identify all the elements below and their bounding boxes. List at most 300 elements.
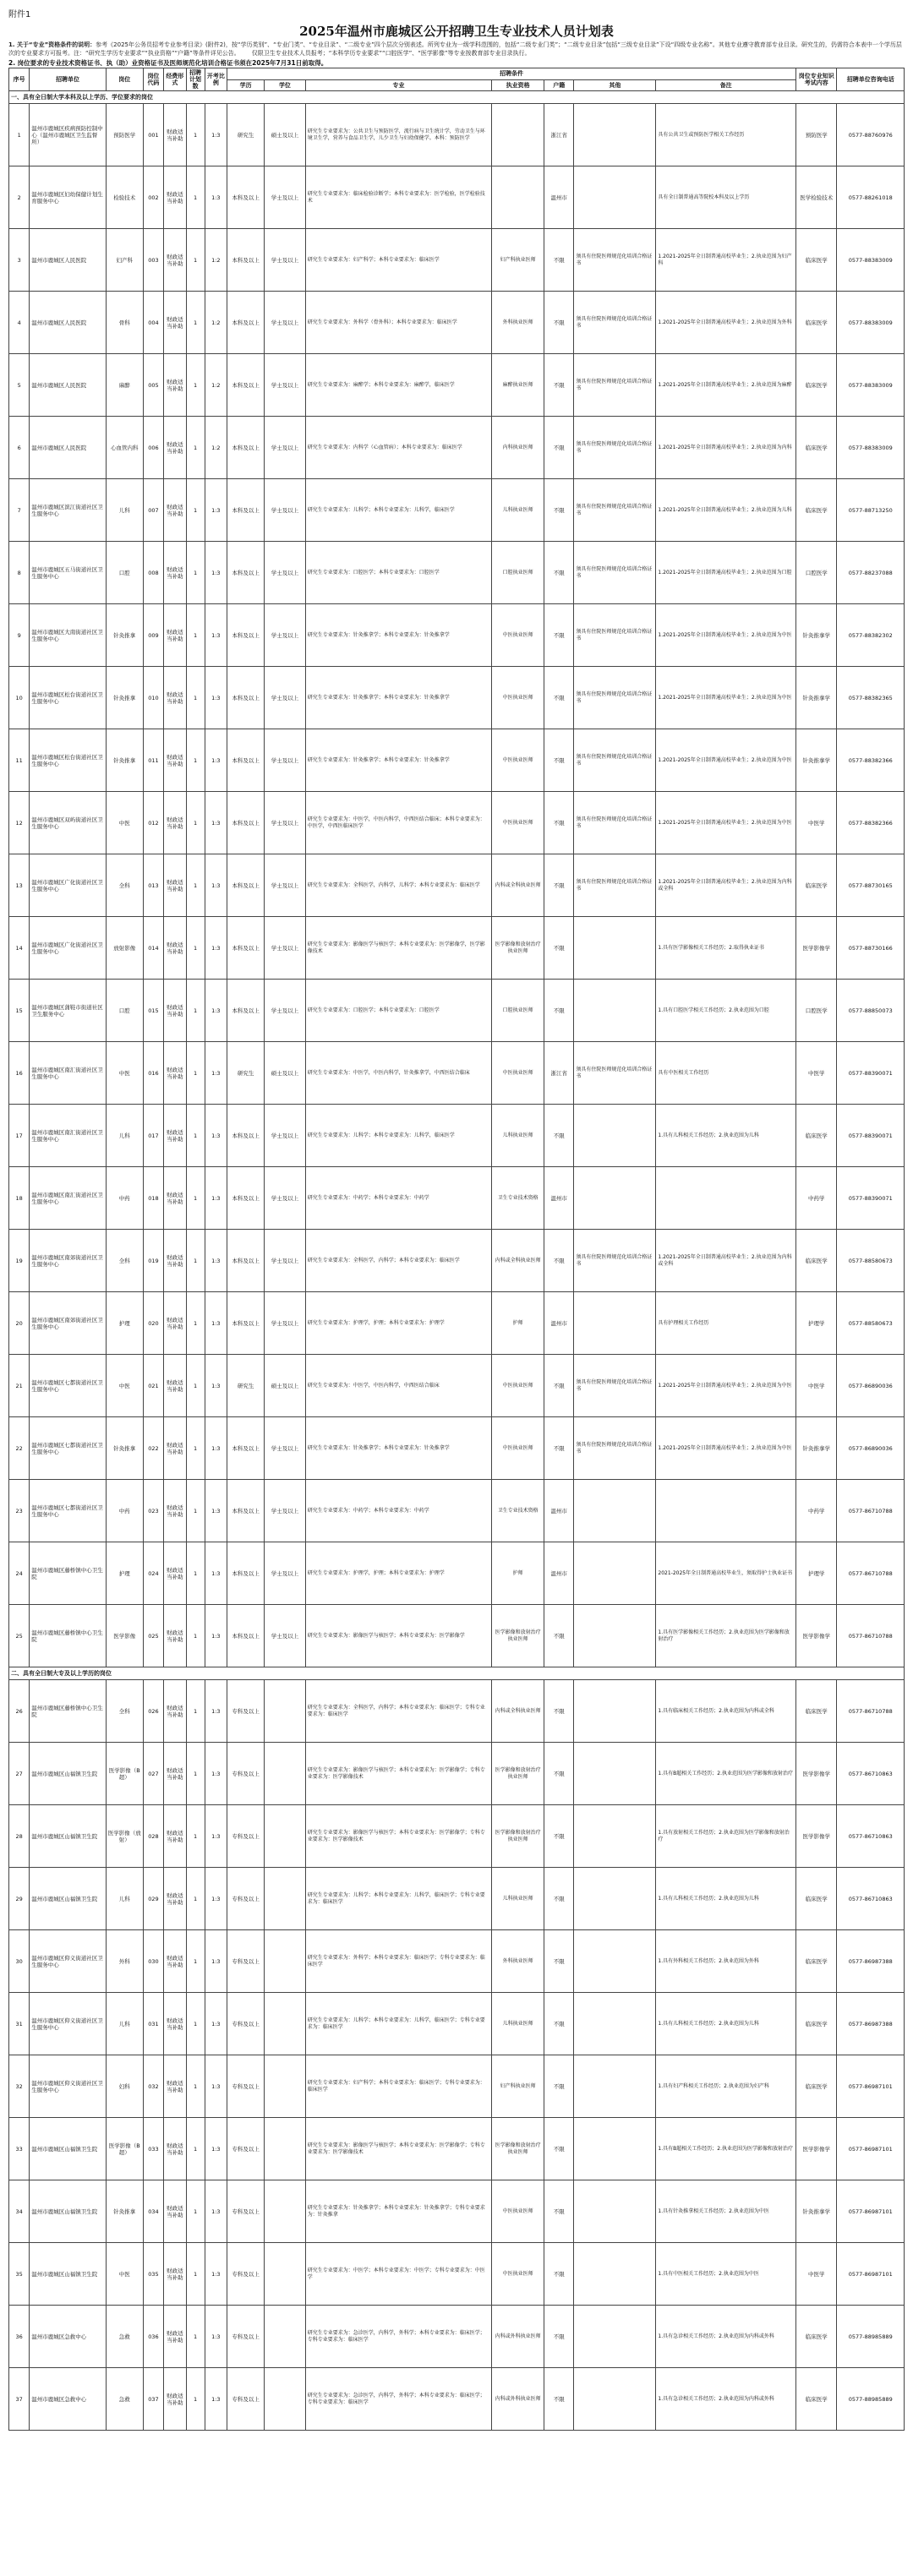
cell-funding: 财政适当补助	[164, 417, 186, 479]
cell-other	[574, 1743, 656, 1805]
cell-other: 须具有住院医师规范化培训合格证书	[574, 542, 656, 604]
col-huji: 户籍	[544, 79, 574, 91]
cell-unit: 温州市鹿城区山福镇卫生院	[30, 2243, 106, 2306]
cell-exam: 临床医学	[795, 1930, 837, 1993]
cell-funding: 财政适当补助	[164, 667, 186, 729]
cell-huji: 不限	[544, 1930, 574, 1993]
cell-degree	[265, 2055, 306, 2118]
cell-other: 须具有住院医师规范化培训合格证书	[574, 729, 656, 792]
cell-plan: 1	[186, 1105, 205, 1167]
table-row	[9, 1542, 905, 1605]
cell-unit: 温州市鹿城区蒲鞋市街道社区卫生服务中心	[30, 980, 106, 1042]
cell-code: 001	[143, 104, 163, 166]
cell-huji: 不限	[544, 1868, 574, 1930]
cell-huji: 不限	[544, 1993, 574, 2055]
cell-exam: 临床医学	[795, 417, 837, 479]
cell-edu: 本科及以上	[227, 542, 265, 604]
cell-unit: 温州市鹿城区妇幼保健计划生育服务中心	[30, 166, 106, 229]
cell-ratio: 1:3	[205, 166, 227, 229]
cell-plan: 1	[186, 542, 205, 604]
cell-remark: 1.具有儿科相关工作经历；2.执业范围为儿科	[656, 1993, 796, 2055]
cell-edu: 专科及以上	[227, 1930, 265, 1993]
table-row	[9, 667, 905, 729]
cell-post: 护理	[106, 1292, 143, 1355]
table-row	[9, 854, 905, 917]
cell-cert: 口腔执业医师	[492, 542, 544, 604]
cell-exam: 口腔医学	[795, 980, 837, 1042]
cell-exam: 口腔医学	[795, 542, 837, 604]
cell-phone: 0577-88382302	[837, 604, 905, 667]
cell-cert: 儿科执业医师	[492, 1105, 544, 1167]
cell-ratio: 1:3	[205, 2118, 227, 2180]
cell-edu: 本科及以上	[227, 1230, 265, 1292]
cell-plan: 1	[186, 854, 205, 917]
cell-degree: 学士及以上	[265, 792, 306, 854]
cell-code: 012	[143, 792, 163, 854]
cell-huji: 不限	[544, 2368, 574, 2431]
cell-edu: 研究生	[227, 1355, 265, 1417]
cell-unit: 温州市鹿城区藤桥镇中心卫生院	[30, 1542, 106, 1605]
cell-huji: 不限	[544, 479, 574, 542]
cell-edu: 本科及以上	[227, 229, 265, 292]
cell-remark: 具有中医相关工作经历	[656, 1042, 796, 1105]
cell-exam: 针灸推拿学	[795, 1417, 837, 1480]
cell-edu: 本科及以上	[227, 292, 265, 354]
cell-other: 须具有住院医师规范化培训合格证书	[574, 1355, 656, 1417]
cell-huji: 浙江省	[544, 1042, 574, 1105]
table-row	[9, 2118, 905, 2180]
cell-unit: 温州市鹿城区急救中心	[30, 2368, 106, 2431]
cell-exam: 针灸推拿学	[795, 729, 837, 792]
cell-degree	[265, 1805, 306, 1868]
cell-remark: 1.2021-2025年全日制普通高校毕业生；2.执业范围为中医	[656, 604, 796, 667]
cell-funding: 财政适当补助	[164, 2180, 186, 2243]
cell-phone: 0577-86710788	[837, 1680, 905, 1743]
cell-cert: 内科或全科执业医师	[492, 1680, 544, 1743]
cell-code: 024	[143, 1542, 163, 1605]
cell-edu: 本科及以上	[227, 792, 265, 854]
subhead-bachelor	[9, 91, 905, 104]
table-row	[9, 980, 905, 1042]
cell-exam: 临床医学	[795, 1993, 837, 2055]
cell-edu: 专科及以上	[227, 2055, 265, 2118]
cell-huji: 温州市	[544, 166, 574, 229]
cell-unit: 温州市鹿城区松台街道社区卫生服务中心	[30, 729, 106, 792]
cell-cert: 医学影像和放射治疗执业医师	[492, 1805, 544, 1868]
cell-funding: 财政适当补助	[164, 229, 186, 292]
cell-funding: 财政适当补助	[164, 1542, 186, 1605]
cell-plan: 1	[186, 792, 205, 854]
cell-unit: 温州市鹿城区藤桥镇中心卫生院	[30, 1680, 106, 1743]
cell-exam: 中医学	[795, 1355, 837, 1417]
cell-ratio: 1:3	[205, 1805, 227, 1868]
cell-post: 中医	[106, 792, 143, 854]
table-row	[9, 917, 905, 980]
cell-funding: 财政适当补助	[164, 1680, 186, 1743]
cell-funding: 财政适当补助	[164, 1417, 186, 1480]
cell-post: 针灸推拿	[106, 604, 143, 667]
cell-degree: 学士及以上	[265, 1230, 306, 1292]
cell-major: 研究生专业要求为：妇产科学；本科专业要求为：临床医学	[305, 229, 492, 292]
cell-phone: 0577-86987388	[837, 1993, 905, 2055]
cell-remark: 1.2021-2025年全日制普通高校毕业生；2.执业范围为内科	[656, 417, 796, 479]
cell-no: 11	[9, 729, 30, 792]
cell-phone: 0577-88261018	[837, 166, 905, 229]
cell-edu: 专科及以上	[227, 1868, 265, 1930]
cell-ratio: 1:3	[205, 2306, 227, 2368]
cell-no: 15	[9, 980, 30, 1042]
cell-code: 013	[143, 854, 163, 917]
cell-code: 030	[143, 1930, 163, 1993]
cell-post: 预防医学	[106, 104, 143, 166]
cell-no: 24	[9, 1542, 30, 1605]
cell-plan: 1	[186, 980, 205, 1042]
cell-huji: 不限	[544, 667, 574, 729]
cell-funding: 财政适当补助	[164, 1230, 186, 1292]
cell-code: 011	[143, 729, 163, 792]
cell-edu: 本科及以上	[227, 1605, 265, 1667]
cell-edu: 专科及以上	[227, 1680, 265, 1743]
cell-post: 急救	[106, 2306, 143, 2368]
cell-post: 口腔	[106, 980, 143, 1042]
table-row	[9, 1355, 905, 1417]
cell-edu: 专科及以上	[227, 1993, 265, 2055]
cell-exam: 临床医学	[795, 292, 837, 354]
col-ratio: 开考比例	[205, 68, 227, 91]
cell-edu: 专科及以上	[227, 2180, 265, 2243]
cell-edu: 本科及以上	[227, 1480, 265, 1542]
cell-degree	[265, 1868, 306, 1930]
cell-no: 37	[9, 2368, 30, 2431]
cell-plan: 1	[186, 1680, 205, 1743]
cell-huji: 不限	[544, 1605, 574, 1667]
col-funding: 经费形式	[164, 68, 186, 91]
cell-major: 研究生专业要求为：外科学；本科专业要求为：临床医学；专科专业要求为：临床医学	[305, 1930, 492, 1993]
cell-exam: 针灸推拿学	[795, 667, 837, 729]
cell-post: 中药	[106, 1480, 143, 1542]
cell-no: 19	[9, 1230, 30, 1292]
cell-funding: 财政适当补助	[164, 542, 186, 604]
cell-major: 研究生专业要求为：针灸推拿学；本科专业要求为：针灸推拿学；专科专业要求为：针灸推拿	[305, 2180, 492, 2243]
cell-plan: 1	[186, 1868, 205, 1930]
cell-plan: 1	[186, 2055, 205, 2118]
cell-edu: 专科及以上	[227, 2306, 265, 2368]
cell-ratio: 1:3	[205, 1167, 227, 1230]
cell-post: 妇科	[106, 2055, 143, 2118]
cell-code: 034	[143, 2180, 163, 2243]
cell-no: 27	[9, 1743, 30, 1805]
cell-exam: 医学影像学	[795, 1743, 837, 1805]
cell-plan: 1	[186, 1042, 205, 1105]
cell-phone: 0577-88383009	[837, 229, 905, 292]
col-unit: 招聘单位	[30, 68, 106, 91]
cell-major: 研究生专业要求为：妇产科学；本科专业要求为：临床医学；专科专业要求为：临床医学	[305, 2055, 492, 2118]
cell-other	[574, 1993, 656, 2055]
cell-edu: 本科及以上	[227, 1542, 265, 1605]
cell-remark: 1.2021-2025年全日制普通高校毕业生；2.执业范围为内科或全科	[656, 854, 796, 917]
cell-cert: 中医执业医师	[492, 604, 544, 667]
cell-no: 29	[9, 1868, 30, 1930]
cell-major: 研究生专业要求为：影像医学与核医学；本科专业要求为：医学影像学；专科专业要求为：医学影像技术	[305, 1805, 492, 1868]
cell-code: 006	[143, 417, 163, 479]
cell-funding: 财政适当补助	[164, 2368, 186, 2431]
cell-cert: 中医执业医师	[492, 1042, 544, 1105]
cell-edu: 专科及以上	[227, 1743, 265, 1805]
cell-plan: 1	[186, 2118, 205, 2180]
cell-other	[574, 980, 656, 1042]
cell-no: 31	[9, 1993, 30, 2055]
cell-degree: 学士及以上	[265, 1480, 306, 1542]
cell-exam: 护理学	[795, 1542, 837, 1605]
cell-major: 研究生专业要求为：针灸推拿学；本科专业要求为：针灸推拿学	[305, 604, 492, 667]
cell-unit: 温州市鹿城区七都街道社区卫生服务中心	[30, 1480, 106, 1542]
cell-no: 34	[9, 2180, 30, 2243]
cell-huji: 不限	[544, 1805, 574, 1868]
cell-remark: 1.具有医学影像相关工作经历；2.执业范围为医学影像和放射治疗	[656, 1605, 796, 1667]
cell-no: 28	[9, 1805, 30, 1868]
cell-huji: 不限	[544, 917, 574, 980]
cell-degree: 学士及以上	[265, 1542, 306, 1605]
cell-no: 20	[9, 1292, 30, 1355]
cell-huji: 不限	[544, 1417, 574, 1480]
cell-post: 医学影像	[106, 1605, 143, 1667]
cell-code: 037	[143, 2368, 163, 2431]
cell-other	[574, 2243, 656, 2306]
cell-plan: 1	[186, 354, 205, 417]
cell-ratio: 1:3	[205, 1993, 227, 2055]
cell-ratio: 1:3	[205, 1230, 227, 1292]
cell-code: 020	[143, 1292, 163, 1355]
cell-edu: 本科及以上	[227, 1417, 265, 1480]
cell-unit: 温州市鹿城区疾病预防控制中心（温州市鹿城区卫生监督所）	[30, 104, 106, 166]
cell-ratio: 1:3	[205, 2180, 227, 2243]
cell-other	[574, 1105, 656, 1167]
col-phone: 招聘单位咨询电话	[837, 68, 905, 91]
table-row	[9, 2243, 905, 2306]
cell-code: 023	[143, 1480, 163, 1542]
col-plan: 招聘计划数	[186, 68, 205, 91]
cell-phone: 0577-86710863	[837, 1805, 905, 1868]
cell-plan: 1	[186, 2243, 205, 2306]
cell-code: 015	[143, 980, 163, 1042]
cell-plan: 1	[186, 729, 205, 792]
subhead-college	[9, 1667, 905, 1680]
cell-other	[574, 1480, 656, 1542]
table-row	[9, 1993, 905, 2055]
cell-funding: 财政适当补助	[164, 2055, 186, 2118]
cell-exam: 临床医学	[795, 354, 837, 417]
cell-funding: 财政适当补助	[164, 854, 186, 917]
cell-no: 26	[9, 1680, 30, 1743]
col-remark: 备注	[656, 79, 796, 91]
cell-remark: 1.2021-2025年全日制普通高校毕业生；2.执业范围为中医	[656, 729, 796, 792]
cell-huji: 温州市	[544, 1480, 574, 1542]
cell-ratio: 1:3	[205, 1105, 227, 1167]
note-text: 参考《2025年公务员招考专业参考目录》(附件2)，按“学历类别”、“专业门类”、“专业目录”、“二级专业”四个层次分别表述。所列专业为一级学科范围的，包括“二级专业门类”；“二级专业目录”包括“三级专业目录”下设“四级专业名称”。其他专业遵守教育部专业目录。研究生的，仍需符合本表中一个学历层次的专业要求方可报考。注：“研究生学历专业要求”“执业资格”“户籍”等条件详见公告。 仅限卫生专业技术人员报考；“本科学历专业要求”“口腔医学”、“医学影像”等专业按教育部专业目录执行。	[8, 41, 902, 57]
cell-cert: 麻醉执业医师	[492, 354, 544, 417]
cell-plan: 1	[186, 479, 205, 542]
cell-plan: 1	[186, 1805, 205, 1868]
cell-huji: 不限	[544, 980, 574, 1042]
cell-no: 1	[9, 104, 30, 166]
cell-edu: 本科及以上	[227, 667, 265, 729]
cell-phone: 0577-88382366	[837, 729, 905, 792]
cell-code: 005	[143, 354, 163, 417]
cell-ratio: 1:3	[205, 2055, 227, 2118]
cell-cert: 妇产科执业医师	[492, 2055, 544, 2118]
cell-major: 研究生专业要求为：中医学；本科专业要求为：中医学；专科专业要求为：中医学	[305, 2243, 492, 2306]
cell-remark: 具有公共卫生或预防医学相关工作经历	[656, 104, 796, 166]
cell-phone: 0577-88383009	[837, 292, 905, 354]
cell-unit: 温州市鹿城区急救中心	[30, 2306, 106, 2368]
cell-funding: 财政适当补助	[164, 1042, 186, 1105]
cell-phone: 0577-86710788	[837, 1542, 905, 1605]
cell-ratio: 1:3	[205, 104, 227, 166]
cell-no: 36	[9, 2306, 30, 2368]
cell-cert: 儿科执业医师	[492, 1868, 544, 1930]
cell-code: 003	[143, 229, 163, 292]
cell-exam: 医学影像学	[795, 1805, 837, 1868]
table-row	[9, 354, 905, 417]
cell-remark: 1.具有临床相关工作经历；2.执业范围为内科或全科	[656, 1680, 796, 1743]
cell-exam: 中医学	[795, 1042, 837, 1105]
cell-exam: 临床医学	[795, 1680, 837, 1743]
cell-phone: 0577-86890036	[837, 1417, 905, 1480]
cell-huji: 不限	[544, 2180, 574, 2243]
cell-code: 010	[143, 667, 163, 729]
cell-remark: 1.具有B超相关工作经历；2.执业范围为医学影像和放射治疗	[656, 1743, 796, 1805]
cell-phone: 0577-88580673	[837, 1230, 905, 1292]
cell-funding: 财政适当补助	[164, 1868, 186, 1930]
cell-exam: 临床医学	[795, 229, 837, 292]
cell-degree: 硕士及以上	[265, 104, 306, 166]
cell-remark: 具有全日制普通高等院校本科及以上学历	[656, 166, 796, 229]
cell-degree: 学士及以上	[265, 1105, 306, 1167]
cell-unit: 温州市鹿城区山福镇卫生院	[30, 1743, 106, 1805]
cell-phone: 0577-86987101	[837, 2118, 905, 2180]
cell-code: 009	[143, 604, 163, 667]
cell-degree: 学士及以上	[265, 1292, 306, 1355]
cell-major: 研究生专业要求为：针灸推拿学；本科专业要求为：针灸推拿学	[305, 667, 492, 729]
cell-funding: 财政适当补助	[164, 1105, 186, 1167]
cell-unit: 温州市鹿城区南汇街道社区卫生服务中心	[30, 1105, 106, 1167]
cell-unit: 温州市鹿城区人民医院	[30, 229, 106, 292]
cell-remark: 2021-2025年全日制普通高校毕业生，须取得护士执业证书	[656, 1542, 796, 1605]
cell-cert	[492, 166, 544, 229]
table-row	[9, 1680, 905, 1743]
cell-other	[574, 1680, 656, 1743]
cell-funding: 财政适当补助	[164, 2118, 186, 2180]
cell-post: 儿科	[106, 1868, 143, 1930]
cell-phone: 0577-86987101	[837, 2055, 905, 2118]
cell-huji: 温州市	[544, 1542, 574, 1605]
cell-degree	[265, 1680, 306, 1743]
cell-code: 031	[143, 1993, 163, 2055]
cell-no: 33	[9, 2118, 30, 2180]
cell-ratio: 1:2	[205, 417, 227, 479]
cell-degree	[265, 1743, 306, 1805]
cell-degree: 学士及以上	[265, 729, 306, 792]
cell-exam: 预防医学	[795, 104, 837, 166]
cell-cert: 儿科执业医师	[492, 479, 544, 542]
cell-exam: 临床医学	[795, 854, 837, 917]
cell-post: 心血管内科	[106, 417, 143, 479]
cell-ratio: 1:3	[205, 917, 227, 980]
subhead-bachelor-text: 一、具有全日制大学本科及以上学历、学位要求的岗位	[9, 91, 905, 104]
cell-phone: 0577-86987101	[837, 2243, 905, 2306]
cell-cert: 中医执业医师	[492, 667, 544, 729]
cell-post: 中医	[106, 1042, 143, 1105]
cell-degree: 学士及以上	[265, 667, 306, 729]
cell-exam: 护理学	[795, 1292, 837, 1355]
cell-plan: 1	[186, 604, 205, 667]
cell-plan: 1	[186, 1167, 205, 1230]
cell-no: 21	[9, 1355, 30, 1417]
cell-remark: 1.2021-2025年全日制普通高校毕业生；2.执业范围为中医	[656, 1417, 796, 1480]
cell-major: 研究生专业要求为：中医学，中医内科学，中西医结合临床；本科专业要求为：中医学，中西医临床医学	[305, 792, 492, 854]
cell-degree: 学士及以上	[265, 542, 306, 604]
table-row	[9, 1930, 905, 1993]
cell-cert: 内科或外科执业医师	[492, 2306, 544, 2368]
table-row	[9, 1167, 905, 1230]
cell-ratio: 1:3	[205, 854, 227, 917]
cell-no: 5	[9, 354, 30, 417]
cell-exam: 中医学	[795, 792, 837, 854]
cell-funding: 财政适当补助	[164, 792, 186, 854]
cell-no: 7	[9, 479, 30, 542]
cell-ratio: 1:3	[205, 542, 227, 604]
cell-huji: 不限	[544, 292, 574, 354]
cell-degree: 硕士及以上	[265, 1042, 306, 1105]
cell-cert: 医学影像和放射治疗执业医师	[492, 1743, 544, 1805]
cell-code: 025	[143, 1605, 163, 1667]
cell-exam: 临床医学	[795, 2055, 837, 2118]
cell-cert: 中医执业医师	[492, 2243, 544, 2306]
cell-post: 医学影像（B超）	[106, 1743, 143, 1805]
cell-code: 028	[143, 1805, 163, 1868]
cell-major: 研究生专业要求为：儿科学；本科专业要求为：儿科学，临床医学	[305, 1105, 492, 1167]
cell-funding: 财政适当补助	[164, 2243, 186, 2306]
cell-major: 研究生专业要求为：中医学，中医内科学，针灸推拿学，中西医结合临床	[305, 1042, 492, 1105]
cell-remark: 1.具有妇产科相关工作经历；2.执业范围为妇产科	[656, 2055, 796, 2118]
table-row	[9, 1105, 905, 1167]
cell-exam: 医学影像学	[795, 917, 837, 980]
cell-no: 35	[9, 2243, 30, 2306]
cell-unit: 温州市鹿城区七都街道社区卫生服务中心	[30, 1417, 106, 1480]
cell-post: 针灸推拿	[106, 2180, 143, 2243]
cell-remark: 具有护理相关工作经历	[656, 1292, 796, 1355]
cell-funding: 财政适当补助	[164, 729, 186, 792]
cell-degree: 学士及以上	[265, 354, 306, 417]
cell-other	[574, 1542, 656, 1605]
cell-ratio: 1:2	[205, 229, 227, 292]
cell-edu: 本科及以上	[227, 917, 265, 980]
col-degree: 学位	[265, 79, 306, 91]
cell-funding: 财政适当补助	[164, 1605, 186, 1667]
cell-phone: 0577-88730165	[837, 854, 905, 917]
cell-plan: 1	[186, 1542, 205, 1605]
cell-edu: 本科及以上	[227, 166, 265, 229]
cell-phone: 0577-88390071	[837, 1167, 905, 1230]
cell-phone: 0577-86987388	[837, 1930, 905, 1993]
table-row	[9, 292, 905, 354]
table-row	[9, 417, 905, 479]
cell-no: 32	[9, 2055, 30, 2118]
cell-no: 16	[9, 1042, 30, 1105]
cell-huji: 不限	[544, 2055, 574, 2118]
cell-huji: 不限	[544, 1230, 574, 1292]
cell-plan: 1	[186, 1743, 205, 1805]
